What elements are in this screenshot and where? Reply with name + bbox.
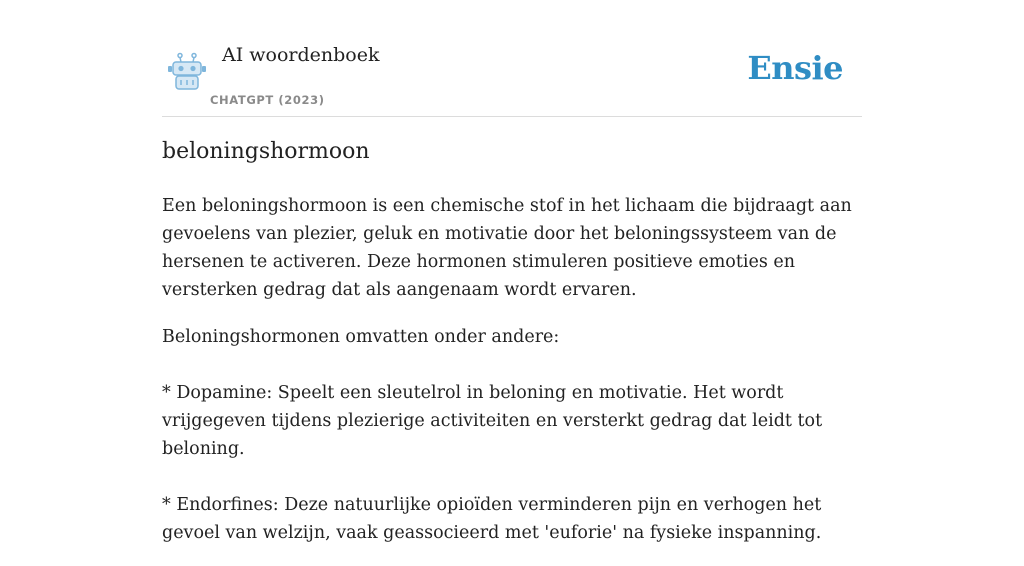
definition-paragraph: Beloningshormonen omvatten onder andere: xyxy=(162,327,560,347)
entry-term: beloningshormoon xyxy=(162,139,370,164)
brand-logo[interactable]: Ensie xyxy=(747,49,843,87)
definition-paragraph: Een beloningshormoon is een chemische stof in het lichaam die bijdraagt aan gevoelens van plezier, geluk en motivatie door het beloningssysteem van de hersenen te activeren. Deze hormonen stimuleren positieve emoties en versterken gedrag dat als aangenaam wordt ervaren. xyxy=(162,196,852,300)
definition-body xyxy=(162,192,874,566)
list-item-dopamine: * Dopamine: Speelt een sleutelrol in beloning en motivatie. Het wordt vrijgegeven tijdens plezierige activiteiten en versterkt gedrag dat leidt tot beloning. xyxy=(162,383,823,459)
list-item-endorfines: * Endorfines: Deze natuurlijke opioïden verminderen pijn en verhogen het gevoel van welzijn, vaak geassocieerd met 'euforie' na fysieke inspanning. xyxy=(162,495,822,543)
source-header xyxy=(162,0,862,117)
source-subtitle: CHATGPT (2023) xyxy=(210,93,325,107)
source-title[interactable]: AI woordenboek xyxy=(222,44,380,66)
robot-icon xyxy=(166,52,208,90)
